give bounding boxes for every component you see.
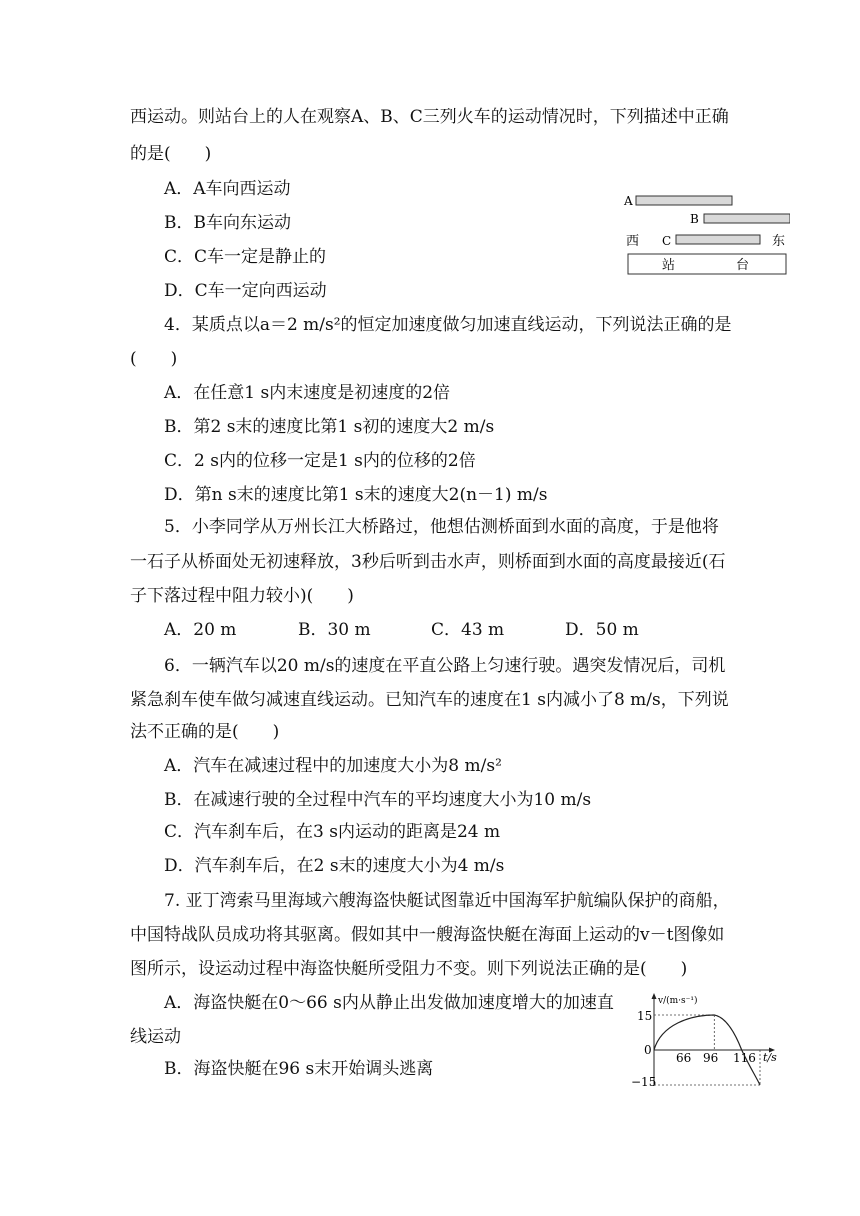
y-tick-neg15: −15: [631, 1075, 657, 1089]
x-axis-label: t/s: [763, 1051, 777, 1064]
train-a-label: A: [624, 194, 633, 208]
y-tick-15: 15: [637, 1009, 653, 1023]
platform-label-2: 台: [736, 258, 750, 273]
question-6-stem: 6．一辆汽车以20 m/s的速度在平直公路上匀速行驶。遇突发情况后，司机: [164, 656, 726, 676]
text-line: ( ): [130, 349, 178, 369]
train-station-figure: [620, 190, 790, 280]
option-line: C．汽车刹车后，在3 s内运动的距离是24 m: [164, 822, 501, 842]
text-line: 子下落过程中阻力较小)( ): [130, 586, 354, 606]
text-line: 图所示，设运动过程中海盗快艇所受阻力不变。则下列说法正确的是( ): [130, 959, 688, 979]
train-b-label: B: [690, 212, 699, 226]
vt-axes: [652, 993, 776, 1086]
option-line: C．2 s内的位移一定是1 s内的位移的2倍: [164, 451, 476, 471]
option-line: B．海盗快艇在96 s末开始调头逃离: [164, 1059, 434, 1079]
option-line: A．汽车在减速过程中的加速度大小为8 m/s²: [164, 756, 502, 776]
option-line: A．A车向西运动: [164, 179, 291, 199]
x-tick-66: 66: [676, 1051, 692, 1065]
option-line: D．第n s末的速度比第1 s末的速度大2(n－1) m/s: [164, 485, 548, 505]
y-axis-label: v/(m·s⁻¹): [658, 996, 698, 1006]
option-line: C．C车一定是静止的: [164, 247, 327, 267]
train-c: [676, 235, 760, 244]
question-4-stem: 4．某质点以a＝2 m/s²的恒定加速度做匀加速直线运动，下列说法正确的是: [164, 315, 732, 335]
q5-option-c: C．43 m: [431, 620, 505, 640]
vt-graph: [622, 990, 784, 1092]
option-line: B．在减速行驶的全过程中汽车的平均速度大小为10 m/s: [164, 790, 592, 810]
text-line: 的是( ): [130, 144, 212, 164]
text-line: 中国特战队员成功将其驱离。假如其中一艘海盗快艇在海面上运动的v－t图像如: [130, 925, 725, 945]
q5-option-b: B．30 m: [298, 620, 371, 640]
train-c-label: C: [662, 234, 672, 248]
option-line: B．B车向东运动: [164, 213, 291, 233]
text-line: 法不正确的是( ): [130, 722, 280, 742]
west-label: 西: [626, 234, 640, 249]
question-5-stem: 5．小李同学从万州长江大桥路过，他想估测桥面到水面的高度，于是他将: [164, 517, 719, 537]
q5-option-d: D．50 m: [565, 620, 639, 640]
train-a: [636, 196, 732, 205]
y-axis-arrow: [652, 993, 657, 999]
train-b: [704, 214, 790, 223]
option-line: D．汽车刹车后，在2 s末的速度大小为4 m/s: [164, 856, 505, 876]
text-line: 线运动: [130, 1027, 181, 1047]
platform-label-1: 站: [662, 258, 676, 273]
text-line: 一石子从桥面处无初速释放，3秒后听到击水声，则桥面到水面的高度最接近(石: [130, 552, 726, 572]
x-tick-116: 116: [733, 1051, 756, 1065]
option-line: A．海盗快艇在0～66 s内从静止出发做加速度增大的加速直: [164, 993, 614, 1013]
x-tick-96: 96: [703, 1051, 719, 1065]
option-line: B．第2 s末的速度比第1 s初的速度大2 m/s: [164, 417, 495, 437]
option-line: A．在任意1 s内末速度是初速度的2倍: [164, 383, 451, 403]
q5-option-a: A．20 m: [164, 620, 237, 640]
text-line: 紧急刹车使车做匀减速直线运动。已知汽车的速度在1 s内减小了8 m/s，下列说: [130, 690, 729, 710]
platform: [628, 254, 786, 274]
east-label: 东: [772, 234, 786, 249]
option-line: D．C车一定向西运动: [164, 281, 327, 301]
question-7-stem: 7. 亚丁湾索马里海域六艘海盗快艇试图靠近中国海军护航编队保护的商船，: [164, 891, 730, 911]
y-tick-0: 0: [644, 1043, 652, 1057]
text-line: 西运动。则站台上的人在观察A、B、C三列火车的运动情况时，下列描述中正确: [130, 107, 729, 127]
